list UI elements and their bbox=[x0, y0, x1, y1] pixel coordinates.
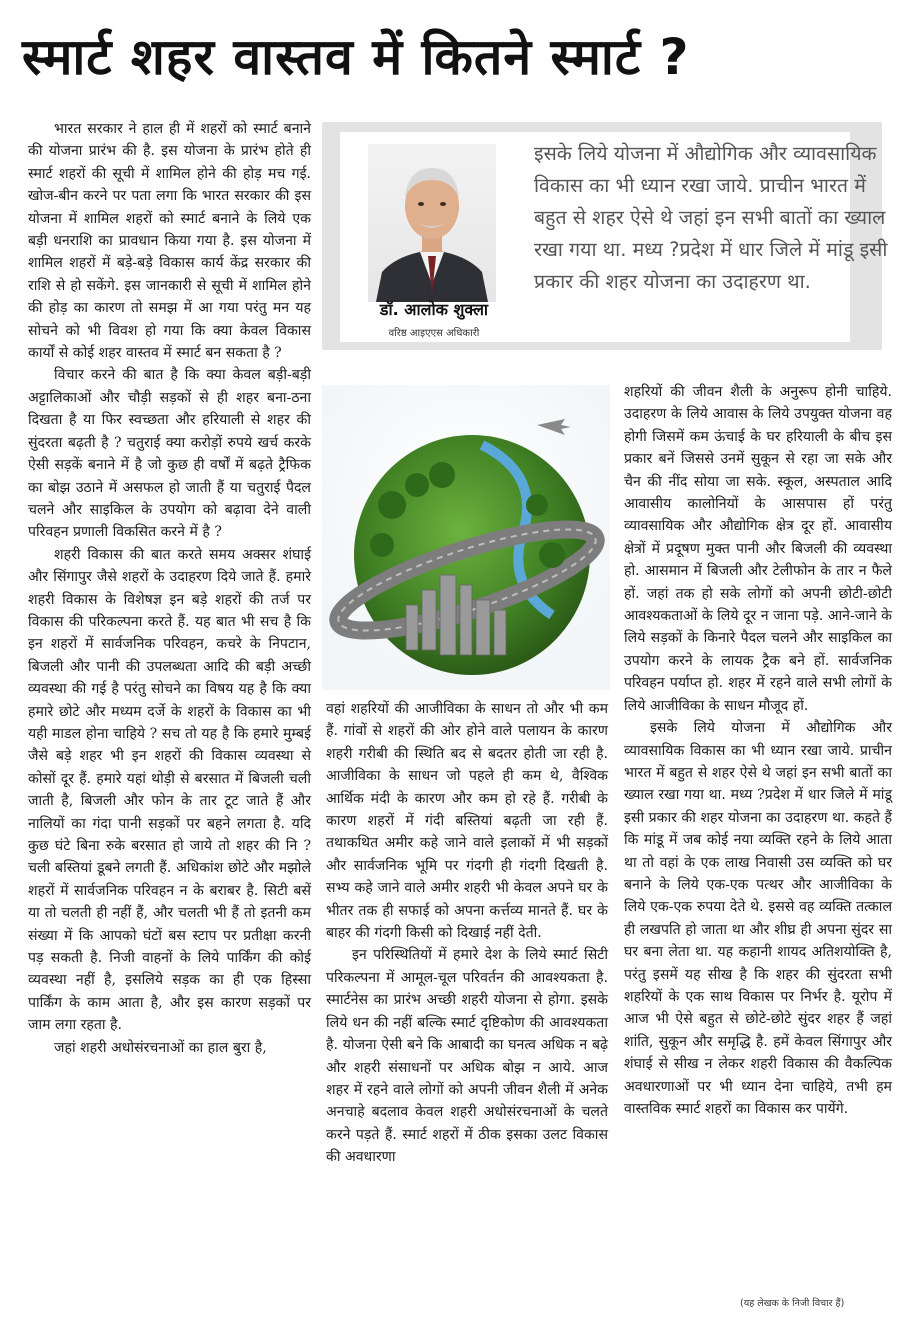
paragraph: शहरी विकास की बात करते समय अक्सर शंघाई और सिंगापुर जैसे शहरों के उदाहरण दिये जाते हैं. हमारे शहरी विकास के विशेषज्ञ इन बड़े शहरों की तर्ज पर विकास की परिकल्पना करते हैं. यह बात भी सच है कि इन शहरों में सार्वजनिक परिवहन, कचरे के निपटान, बिजली और पानी की उपलब्धता आदि की बड़ी अच्छी व्यवस्था की गई है परंतु सोचने का विषय यह है कि क्या हमारे छोटे और मध्यम दर्जे के शहरों के विकास का भी यही माडल होना चाहिये ? सच तो यह है कि हमारे मुम्बई जैसे बड़े शहर भी इन शहरों की विकास व्यवस्था से कोसों दूर हैं. हमारे यहां थोड़ी से बरसात में बिजली चली जाती है, बिजली और फोन के तार टूट जाते हैं और नालियों का गंदा पानी सड़कों पर बहने लगता है. यदि कुछ घंटे बिना रुके बरसात हो जाये तो शहर की नि ?चली बस्तियां डूबने लगती हैं. अधिकांश छोटे और मझोले शहरों में सार्वजनिक परिवहन न के बराबर है. सिटी बसें या तो चलती ही नहीं हैं, और चलती भी हैं तो इतनी कम संख्या में कि आपको घंटों बस स्टाप पर प्रतीक्षा करनी पड़ सकती है. निजी वाहनों के लिये पार्किंग की कोई व्यवस्था नहीं है, इसलिये सड़क का ही एक हिस्सा पार्किंग के काम आता है, और इस कारण सड़कों पर जाम लगा रहता है. bbox=[28, 546, 311, 1034]
article-column-left bbox=[28, 118, 311, 1059]
paragraph: इन परिस्थितियों में हमारे देश के लिये स्मार्ट सिटी परिकल्पना में आमूल-चूल परिवर्तन की आवश्यकता है. स्मार्टनेस का प्रारंभ अच्छी शहरी योजना से होगा. इसके लिये धन की नहीं बल्कि स्मार्ट दृष्टिकोण की आवश्यकता है. योजना ऐसी बने कि आबादी का घनत्व अधिक न बढ़े और शहरी संसाधनों पर अधिक बोझ न आये. आज शहर में रहने वाले लोगों को अपनी जीवन शैली में अनेक अनचाहे बदलाव केवल शहरी अधोसंरचनाओं के चलते करने पड़ते हैं. स्मार्ट शहरों में ठीक इसका उलट विकास की अवधारणा bbox=[326, 947, 608, 1166]
paragraph: जहां शहरी अधोसंरचनाओं का हाल बुरा है, bbox=[54, 1039, 267, 1056]
article-column-right bbox=[624, 381, 892, 1120]
disclaimer-note: (यह लेखक के निजी विचार हैं) bbox=[740, 1298, 845, 1309]
headline: स्मार्ट शहर वास्तव में कितने स्मार्ट ? bbox=[22, 28, 690, 86]
pull-quote: इसके लिये योजना में औद्योगिक और व्यावसायिक विकास का भी ध्यान रखा जाये. प्राचीन भारत में बहुत से शहर ऐसे थे जहां इन सभी बातों का ख्याल रखा गया था. मध्य ?प्रदेश में धार जिले में मांडू इसी प्रकार की शहर योजना का उदाहरण था. bbox=[534, 142, 888, 293]
paragraph: भारत सरकार ने हाल ही में शहरों को स्मार्ट बनाने की योजना प्रारंभ की है. इस योजना के प्रारंभ होते ही स्मार्ट शहरों की सूची में शामिल होने की होड़ मच गई. खोज-बीन करने पर पता लगा कि भारत सरकार की इस योजना में शामिल शहरों को स्मार्ट बनाने के लिये एक बड़ी धनराशि का प्रावधान किया गया है. इस योजना में शामिल शहरों में बड़े-बड़े विकास कार्य केंद्र सरकार की राशि से हो सकेंगे. इस जानकारी से सूची में शामिल होने की होड़ का कारण तो समझ में आ गया परंतु मन यह सोचने को भी विवश हो गया कि क्या केवल विकास कार्यों से कोई शहर वास्तव में स्मार्ट बन सकता है ? bbox=[28, 121, 311, 362]
paragraph: वहां शहरियों की आजीविका के साधन तो और भी कम हैं. गांवों से शहरों की ओर होने वाले पलायन के कारण शहरी गरीबी की स्थिति बद से बदतर होती जा रही है. आजीविका के साधन जो पहले ही कम थे, वैश्विक आर्थिक मंदी के कारण और कम हो रहे हैं. गरीबी के कारण शहरों में गंदी बस्तियां बढ़ती जा रही हैं. तथाकथित अमीर कहे जाने वाले इलाकों में भी सड़कों और सार्वजनिक भूमि पर गंदगी ही गंदगी दिखती है. सभ्य कहे जाने वाले अमीर शहरी भी केवल अपने घर के भीतर तक ही सफाई को अपना कर्त्तव्य मानते हैं. घर के बाहर की गंदगी किसी को दिखाई नहीं देती. bbox=[326, 701, 608, 942]
author-photo bbox=[368, 144, 496, 302]
article-column-middle bbox=[326, 698, 608, 1169]
author-title: वरिष्ठ आइएएस अधिकारी bbox=[388, 328, 480, 339]
smart-city-globe-illustration bbox=[322, 385, 610, 690]
pull-quote-box bbox=[322, 122, 888, 350]
paragraph: विचार करने की बात है कि क्या केवल बड़ी-बड़ी अट्टालिकाओं और चौड़ी सड़कों से ही शहर बना-ठना दिखता है या फिर स्वच्छता और हरियाली से शहर की सुंदरता बढ़ती है ? चतुराई क्या करोड़ों रुपये खर्च करके ऐसी सड़कें बनाने में है जो कुछ ही वर्षों में बढ़ते ट्रैफिक का बोझ उठाने में असफल हो जाती हैं या चतुराई पैदल चलने और साइकिल के उपयोग को बढ़ावा देने वाली परिवहन प्रणाली विकसित करने में है ? bbox=[28, 367, 311, 541]
pull-quote-panel bbox=[340, 132, 888, 342]
paragraph: शहरियों की जीवन शैली के अनुरूप होनी चाहिये. उदाहरण के लिये आवास के लिये उपयुक्त योजना वह होगी जिसमें कम ऊंचाई के घर हरियाली के बीच इस प्रकार बनें जिससे उनमें सुकून से रहा जा सके और चैन की नींद सोया जा सके. स्कूल, अस्पताल आदि आवासीय कालोनियों के आसपास हों परंतु व्यावसायिक और औद्योगिक क्षेत्र दूर हों. आवासीय क्षेत्रों में प्रदूषण मुक्त पानी और बिजली की व्यवस्था हो. आसमान में बिजली और टेलीफोन के तार न फैले हों. जहां तक हो सके लोगों को अपनी छोटी-छोटी आवश्यकताओं के लिये दूर न जाना पड़े. आने-जाने के लिये सड़कों के किनारे पैदल चलने और साइकिल का उपयोग करने के लायक ट्रैक बने हों. सार्वजनिक परिवहन पर्याप्त हो. शहर में रहने वाले सभी लोगों के लिये आजीविका के साधन मौजूद हों. bbox=[624, 384, 892, 714]
author-name: डॉ. आलोक शुक्ला bbox=[379, 300, 489, 319]
paragraph: इसके लिये योजना में औद्योगिक और व्यावसायिक विकास का भी ध्यान रखा जाये. प्राचीन भारत में बहुत से शहर ऐसे थे जहां इन सभी बातों का ख्याल रखा गया था. मध्य ?प्रदेश में धार जिले में मांडू इसी प्रकार की शहर योजना का उदाहरण था. कहते हैं कि मांडू में जब कोई नया व्यक्ति रहने के लिये आता था तो वहां के एक लाख निवासी उस व्यक्ति को घर बनाने के लिये एक-एक पत्थर और आजीविका के लिये एक-एक रुपया देते थे. इससे वह व्यक्ति तत्काल ही लखपति हो जाता था और शीघ्र ही अपना सुंदर सा घर बना लेता था. यह कहानी शायद अतिशयोक्ति है, परंतु इसमें यह सीख है कि शहर की सुंदरता सभी शहरियों के एक साथ विकास पर निर्भर है. यूरोप में आज भी ऐसे बहुत से छोटे-छोटे सुंदर शहर हैं जहां शांति, सुकून और समृद्धि है. हमें केवल सिंगापुर और शंघाई से सीख न लेकर शहरी विकास की वैकल्पिक अवधारणाओं पर भी ध्यान देना चाहिये, तभी हम वास्तविक स्मार्ट शहरों का विकास कर पायेंगे. bbox=[624, 720, 892, 1117]
